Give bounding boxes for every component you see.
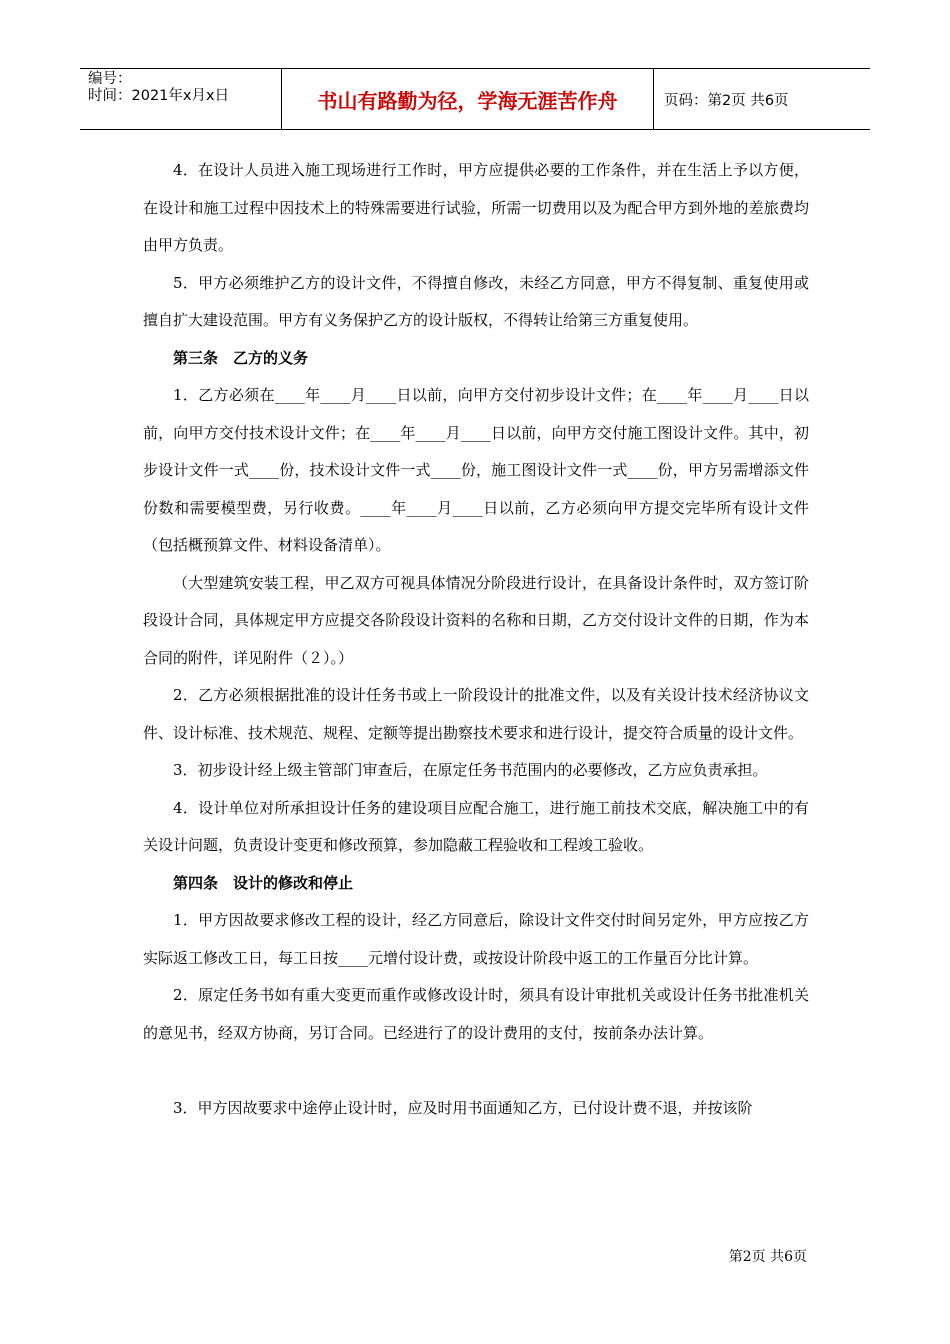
- paragraph-article4-item-2: 2．原定任务书如有重大变更而重作或修改设计时，须具有设计审批机关或设计任务书批准机关的意见书，经双方协商，另订合同。已经进行了的设计费用的支付，按前条办法计算。: [143, 986, 809, 1042]
- page-footer: 第2页 共6页: [728, 1249, 807, 1265]
- paragraph-article3-item-2: 2．乙方必须根据批准的设计任务书或上一阶段设计的批准文件，以及有关设计技术经济协议文件、设计标准、技术规范、规程、定额等提出勘察技术要求和进行设计，提交符合质量的设计文件。: [143, 686, 809, 742]
- paragraph-article3-item-4: 4．设计单位对所承担设计任务的建设项目应配合施工，进行施工前技术交底，解决施工中的有关设计问题，负责设计变更和修改预算，参加隐蔽工程验收和工程竣工验收。: [143, 798, 809, 854]
- paragraph-article3-item-3: 3．初步设计经上级主管部门审查后，在原定任务书范围内的必要修改，乙方应负责承担。: [173, 761, 768, 779]
- paragraph-item-5: 5．甲方必须维护乙方的设计文件，不得擅自修改，未经乙方同意，甲方不得复制、重复使用或擅自扩大建设范围。甲方有义务保护乙方的设计版权，不得转让给第三方重复使用。: [143, 273, 809, 329]
- paragraph-article4-item-1: 1．甲方因故要求修改工程的设计，经乙方同意后，除设计文件交付时间另定外，甲方应按乙方实际返工修改工日，每工日按____元增付设计费，或按设计阶段中返工的工作量百分比计算。: [143, 911, 809, 967]
- document-body: [143, 152, 809, 1127]
- time-label: 时间：2021年x月x日: [88, 88, 230, 104]
- paragraph-article3-note: （大型建筑安装工程，甲乙双方可视具体情况分阶段进行设计，在具备设计条件时，双方签订阶段设计合同，具体规定甲方应提交各阶段设计资料的名称和日期，乙方交付设计文件的日期，作为本合同的附件，详见附件（２）。）: [143, 573, 809, 667]
- serial-label: 编号：: [88, 71, 132, 87]
- section-heading-article-3: 第三条 乙方的义务: [173, 348, 309, 367]
- header-meta: [80, 69, 282, 129]
- section-heading-article-4: 第四条 设计的修改和停止: [173, 873, 354, 892]
- paragraph-article4-item-3: 3．甲方因故要求中途停止设计时，应及时用书面通知乙方，已付设计费不退，并按该阶: [173, 1098, 753, 1117]
- header-motto: 书山有路勤为径，学海无涯苦作舟: [282, 69, 654, 129]
- header-page-number: 页码：第2页 共6页: [664, 92, 789, 109]
- paragraph-item-4: 4．在设计人员进入施工现场进行工作时，甲方应提供必要的工作条件，并在生活上予以方便，在设计和施工过程中因技术上的特殊需要进行试验，所需一切费用以及为配合甲方到外地的差旅费均由甲方负责。: [143, 161, 809, 254]
- paragraph-article3-item-1: 1．乙方必须在____年____月____日以前，向甲方交付初步设计文件；在____年____月____日以前，向甲方交付技术设计文件；在____年____月____日以前，向甲方交付施工图设计文件。其中，初步设计文件一式____份，技术设计文件一式____份，施工图设计文件一式____份，甲方另需增添文件份数和需要模型费，另行收费。____年____月____日以前，乙方必须向甲方提交完毕所有设计文件（包括概预算文件、材料设备清单）。: [143, 386, 809, 554]
- page-header: [80, 68, 870, 130]
